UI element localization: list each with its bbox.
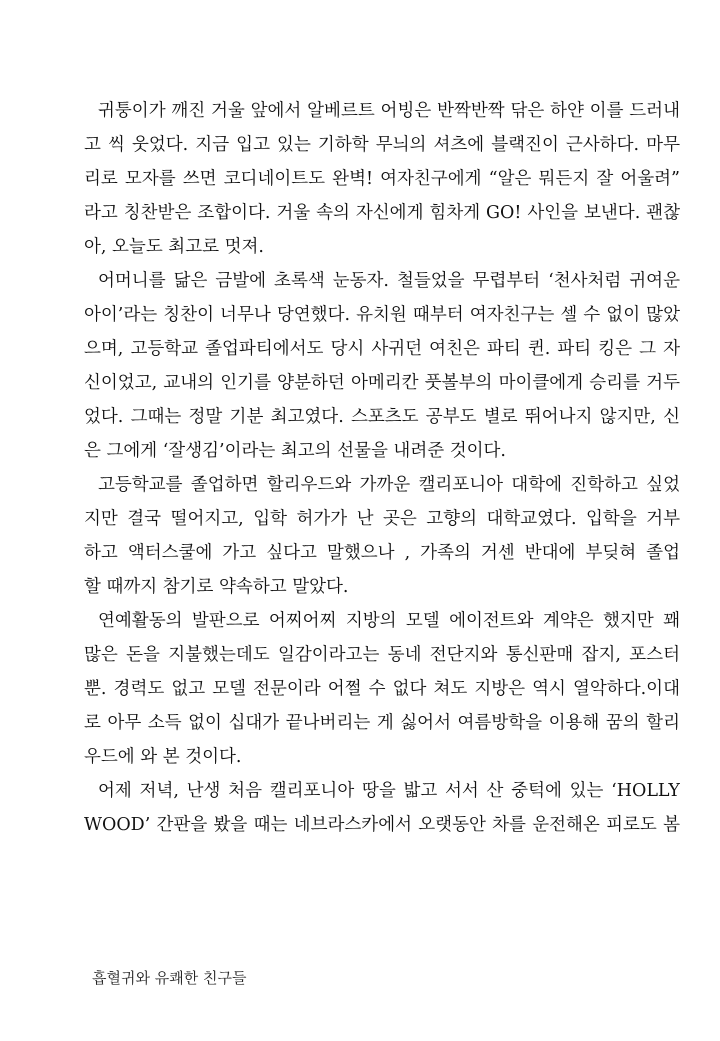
text-line: 어머니를 닮은 금발에 초록색 눈동자. 철들었을 무렵부터 ‘천사처럼 귀여운 bbox=[98, 271, 680, 291]
text-line: 고등학교를 졸업하면 할리우드와 가까운 캘리포니아 대학에 진학하고 싶었 bbox=[98, 475, 680, 495]
text-line: 뿐. 경력도 없고 모델 전문이라 어쩔 수 없다 쳐도 지방은 역시 열악하다.이대 bbox=[84, 679, 680, 699]
text-line: 신이었고, 교내의 인기를 양분하던 아메리칸 풋볼부의 마이클에게 승리를 거두 bbox=[84, 373, 680, 393]
text-line: 어제 저녁, 난생 처음 캘리포니아 땅을 밟고 서서 산 중턱에 있는 ‘HOLLY bbox=[98, 781, 680, 801]
text-line: 아이’라는 칭찬이 너무나 당연했다. 유치원 때부터 여자친구는 셀 수 없이 많았 bbox=[84, 305, 680, 325]
text-line: WOOD’ 간판을 봤을 때는 네브라스카에서 오랫동안 차를 운전해온 피로도 봄 bbox=[84, 815, 680, 835]
text-line: 지만 결국 떨어지고, 입학 허가가 난 곳은 고향의 대학교였다. 입학을 거부 bbox=[84, 509, 680, 529]
text-line: 었다. 그때는 정말 기분 최고였다. 스포츠도 공부도 별로 뛰어나지 않지만, 신 bbox=[84, 407, 680, 427]
body-text bbox=[84, 94, 680, 842]
text-line: 귀퉁이가 깨진 거울 앞에서 알베르트 어빙은 반짝반짝 닦은 하얀 이를 드러내 bbox=[98, 101, 680, 121]
text-line: 우드에 와 본 것이다. bbox=[84, 747, 242, 767]
text-line: 라고 칭찬받은 조합이다. 거울 속의 자신에게 힘차게 GO! 사인을 보낸다. 괜찮 bbox=[84, 203, 680, 223]
text-line: 고 씩 웃었다. 지금 입고 있는 기하학 무늬의 셔츠에 블랙진이 근사하다. 마무 bbox=[84, 135, 680, 155]
text-line: 연예활동의 발판으로 어찌어찌 지방의 모델 에이전트와 계약은 했지만 꽤 bbox=[98, 611, 680, 631]
text-line: 할 때까지 참기로 약속하고 말았다. bbox=[84, 577, 349, 597]
text-line: 많은 돈을 지불했는데도 일감이라고는 동네 전단지와 통신판매 잡지, 포스터 bbox=[84, 645, 680, 665]
footer-book-title: 흡혈귀와 유쾌한 친구들 bbox=[92, 969, 247, 987]
text-line: 로 아무 소득 없이 십대가 끝나버리는 게 싫어서 여름방학을 이용해 꿈의 할리 bbox=[84, 713, 680, 733]
text-line: 하고 액터스쿨에 가고 싶다고 말했으나 , 가족의 거센 반대에 부딪혀 졸업 bbox=[84, 543, 680, 563]
text-line: 으며, 고등학교 졸업파티에서도 당시 사귀던 여친은 파티 퀸. 파티 킹은 그 자 bbox=[84, 339, 680, 359]
text-line: 아, 오늘도 최고로 멋져. bbox=[84, 237, 264, 257]
text-line: 은 그에게 ‘잘생김’이라는 최고의 선물을 내려준 것이다. bbox=[84, 441, 506, 461]
text-line: 리로 모자를 쓰면 코디네이트도 완벽! 여자친구에게 “알은 뭐든지 잘 어울려” bbox=[84, 169, 680, 189]
